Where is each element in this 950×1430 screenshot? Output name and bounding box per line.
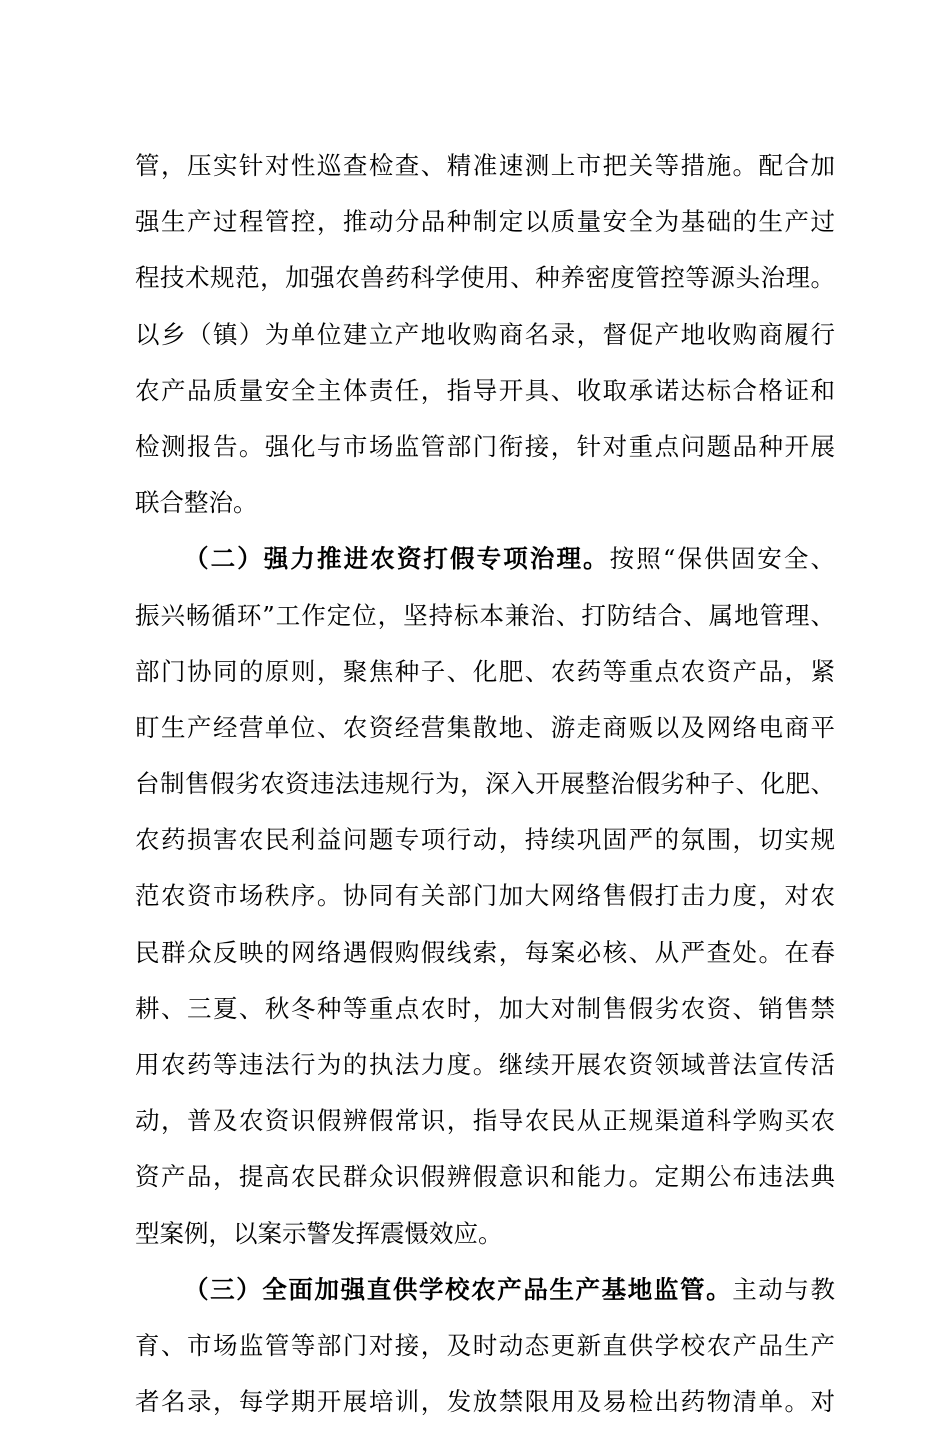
text-line: 检测报告。强化与市场监管部门衔接，针对重点问题品种开展 — [135, 431, 835, 461]
text-run: 主动与教 — [732, 1274, 835, 1304]
paragraph-quality-supervision — [135, 138, 835, 531]
text-line: 以乡（镇）为单位建立产地收购商名录，督促产地收购商履行 — [135, 319, 835, 349]
text-run: 按照“保供固安全、 — [609, 544, 836, 574]
paragraph-first-line — [135, 1262, 835, 1318]
text-line: 范农资市场秩序。协同有关部门加大网络售假打击力度，对农 — [135, 881, 835, 911]
text-line: 民群众反映的网络遇假购假线索，每案必核、从严查处。在春 — [135, 937, 835, 967]
text-line: 部门协同的原则，聚焦种子、化肥、农药等重点农资产品，紧 — [135, 656, 835, 686]
text-line: 育、市场监管等部门对接，及时动态更新直供学校农产品生产 — [135, 1330, 835, 1360]
paragraph-first-line — [135, 531, 835, 587]
text-line: 程技术规范，加强农兽药科学使用、种养密度管控等源头治理。 — [135, 263, 835, 293]
section-heading: （三）全面加强直供学校农产品生产基地监管。 — [184, 1274, 733, 1304]
text-line: 耕、三夏、秋冬种等重点农时，加大对制售假劣农资、销售禁 — [135, 993, 835, 1023]
text-line: 农产品质量安全主体责任，指导开具、收取承诺达标合格证和 — [135, 375, 835, 405]
text-line: 动，普及农资识假辨假常识，指导农民从正规渠道科学购买农 — [135, 1106, 835, 1136]
text-line: 强生产过程管控，推动分品种制定以质量安全为基础的生产过 — [135, 207, 835, 237]
text-line: 盯生产经营单位、农资经营集散地、游走商贩以及网络电商平 — [135, 712, 835, 742]
paragraph-school-supply-bases — [135, 1262, 835, 1430]
text-line: 农药损害农民利益问题专项行动，持续巩固严的氛围，切实规 — [135, 825, 835, 855]
text-line: 台制售假劣农资违法违规行为，深入开展整治假劣种子、化肥、 — [135, 769, 835, 799]
section-heading: （二）强力推进农资打假专项治理。 — [184, 544, 610, 574]
text-line: 管，压实针对性巡查检查、精准速测上市把关等措施。配合加 — [135, 151, 835, 180]
text-line: 者名录，每学期开展培训，发放禁限用及易检出药物清单。对 — [135, 1387, 835, 1417]
text-line: 联合整治。 — [135, 488, 258, 518]
text-line: 型案例，以案示警发挥震慑效应。 — [135, 1218, 503, 1248]
paragraph-agricultural-inputs-anti-fraud — [135, 531, 835, 1261]
document-body — [135, 138, 835, 1430]
text-line: 资产品，提高农民群众识假辨假意识和能力。定期公布违法典 — [135, 1162, 835, 1192]
text-line: 振兴畅循环”工作定位，坚持标本兼治、打防结合、属地管理、 — [135, 600, 835, 630]
text-line: 用农药等违法行为的执法力度。继续开展农资领域普法宣传活 — [135, 1050, 835, 1079]
